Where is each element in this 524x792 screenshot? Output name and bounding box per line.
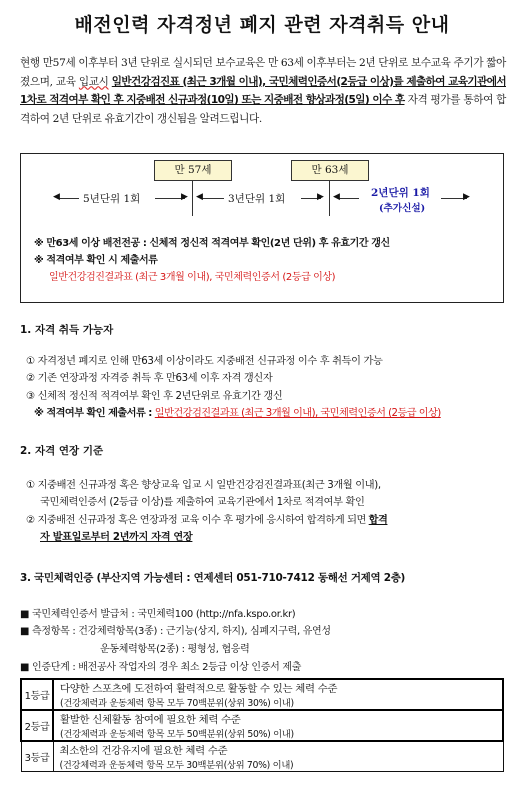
arrow-line bbox=[59, 198, 79, 199]
timeline-note-documents-list: 일반건강검진결과표 (최근 3개월 이내), 국민체력인증서 (2등급 이상) bbox=[49, 272, 336, 283]
age-63-badge: 만 63세 bbox=[291, 160, 369, 181]
section-2-title: 2. 자격 연장 기준 bbox=[20, 445, 104, 457]
intro-paragraph bbox=[20, 54, 506, 128]
section-2-item-2a bbox=[26, 512, 387, 529]
section-2-item-1a: ① 지중배전 신규과정 혹은 향상교육 입교 시 일반건강검진결과표(최근 3개월 이내), bbox=[26, 480, 381, 491]
section-3-title: 3. 국민체력인증 (부산지역 가능센터 : 연제센터 051-710-7412 동해선 거제역 2층) bbox=[20, 572, 406, 584]
table-row bbox=[21, 741, 503, 772]
section-3-items-motor: 운동체력항목(2종) : 평형성, 협응력 bbox=[100, 644, 250, 655]
timeline-box bbox=[20, 153, 504, 303]
timeline-divider-63 bbox=[329, 180, 330, 216]
fitness-level-table bbox=[20, 678, 504, 772]
section-1-note-label: ※ 적격여부 확인 제출서류 : bbox=[34, 408, 155, 419]
table-row bbox=[21, 679, 503, 710]
arrow-left-icon: ◀ bbox=[196, 192, 203, 202]
arrow-left-icon: ◀ bbox=[53, 192, 60, 202]
page-title: 배전인력 자격정년 폐지 관련 자격취득 안내 bbox=[74, 14, 450, 36]
timeline-divider-57 bbox=[192, 180, 193, 216]
section-2-item-2b: 자 발표일로부터 2년까지 자격 연장 bbox=[40, 532, 193, 543]
level-description bbox=[53, 679, 503, 710]
level-description bbox=[53, 741, 503, 772]
level-description-main: 다양한 스포츠에 도전하여 활력적으로 활동할 수 있는 체력 수준 bbox=[60, 683, 338, 695]
intro-text-4: 일반건강검진표 (최근 3개월 이내), 국민체력인증서(2등급 이상)를 제출하여 교육기관에서 1차로 적격여부 확인 후 지중배전 신규과정(10일) 또는 지중배전 향상과정(5일) 이수 후 bbox=[20, 75, 506, 107]
level-description bbox=[53, 710, 503, 741]
level-description-main: 활발한 신체활동 참여에 필요한 체력 수준 bbox=[60, 714, 241, 726]
level-description-criteria: (건강체력과 운동체력 항목 모두 70백분위(상위 30%) 이내) bbox=[60, 698, 294, 709]
section-1-item-2: ② 기존 연장과정 자격증 취득 후 만63세 이후 자격 갱신자 bbox=[26, 373, 273, 384]
arrow-left-icon: ◀ bbox=[333, 192, 340, 202]
arrow-right-icon: ▶ bbox=[463, 192, 470, 202]
section-1-title: 1. 자격 취득 가능자 bbox=[20, 324, 114, 336]
level-label: 1등급 bbox=[21, 679, 53, 710]
segment-2yr-label: 2년단위 1회 bbox=[371, 187, 430, 199]
section-2-item-2-emph: 합격 bbox=[368, 515, 388, 526]
intro-text-2: 입교시 bbox=[78, 75, 109, 88]
section-1-note-docs: 일반건강검진결과표 (최근 3개월 이내), 국민체력인증서 (2등급 이상) bbox=[154, 408, 441, 419]
table-row bbox=[21, 710, 503, 741]
intro-text-5: 자격 평가를 통하여 합격하여 2년 단위로 유효기간이 갱신됨을 알려드립니다. bbox=[20, 94, 506, 125]
level-description-criteria: (건강체력과 운동체력 항목 모두 50백분위(상위 50%) 이내) bbox=[60, 729, 294, 740]
arrow-line bbox=[339, 198, 359, 199]
section-2-item-2-text: ② 지중배전 신규과정 혹은 연장과정 교육 이수 후 평가에 응시하여 합격하게 되면 bbox=[26, 515, 369, 526]
age-57-badge: 만 57세 bbox=[154, 160, 232, 181]
arrow-right-icon: ▶ bbox=[317, 192, 324, 202]
arrow-right-icon: ▶ bbox=[181, 192, 188, 202]
timeline-note-documents: ※ 적격여부 확인 시 제출서류 bbox=[34, 255, 158, 266]
section-2-item-1b: 국민체력인증서 (2등급 이상)를 제출하여 교육기관에서 1차로 적격여부 확인 bbox=[40, 497, 365, 508]
segment-3yr-label: 3년단위 1회 bbox=[228, 193, 286, 205]
arrow-line bbox=[202, 198, 224, 199]
section-3-levels-note: ■ 인증단계 : 배전공사 작업자의 경우 최소 2등급 이상 인증서 제출 bbox=[20, 662, 302, 673]
section-1-item-1: ① 자격정년 폐지로 인해 만63세 이상이라도 지중배전 신규과정 이수 후 취득이 가능 bbox=[26, 356, 383, 367]
segment-5yr-label: 5년단위 1회 bbox=[83, 193, 141, 205]
level-description-main: 최소한의 건강유지에 필요한 체력 수준 bbox=[59, 745, 228, 757]
level-label: 3등급 bbox=[21, 741, 53, 772]
level-label: 2등급 bbox=[21, 710, 53, 741]
intro-text-1: 현행 만57세 이후부터 3년 단위로 실시되던 보수교육은 만 63세 이후부터는 2년 단위로 보수교육 주기가 짧아졌으며, 교육 bbox=[20, 57, 506, 88]
timeline-note-validity: ※ 만63세 이상 배전전공 : 신체적 정신적 적격여부 확인(2년 단위) 후 유효기간 갱신 bbox=[34, 238, 390, 249]
section-3-items-health: ■ 측정항목 : 건강체력항목(3종) : 근기능(상지, 하지), 심폐지구력, 유연성 bbox=[20, 626, 331, 637]
section-1-note bbox=[34, 405, 441, 422]
section-3-issuer: ■ 국민체력인증서 발급처 : 국민체력100 (http://nfa.kspo.or.kr) bbox=[20, 609, 296, 620]
level-description-criteria: (건강체력과 운동체력 항목 모두 30백분위(상위 70%) 이내) bbox=[59, 760, 294, 771]
section-1-item-3: ③ 신체적 정신적 적격여부 확인 후 2년단위로 유효기간 갱신 bbox=[26, 391, 283, 402]
segment-2yr-sublabel: (추가신설) bbox=[379, 203, 426, 214]
